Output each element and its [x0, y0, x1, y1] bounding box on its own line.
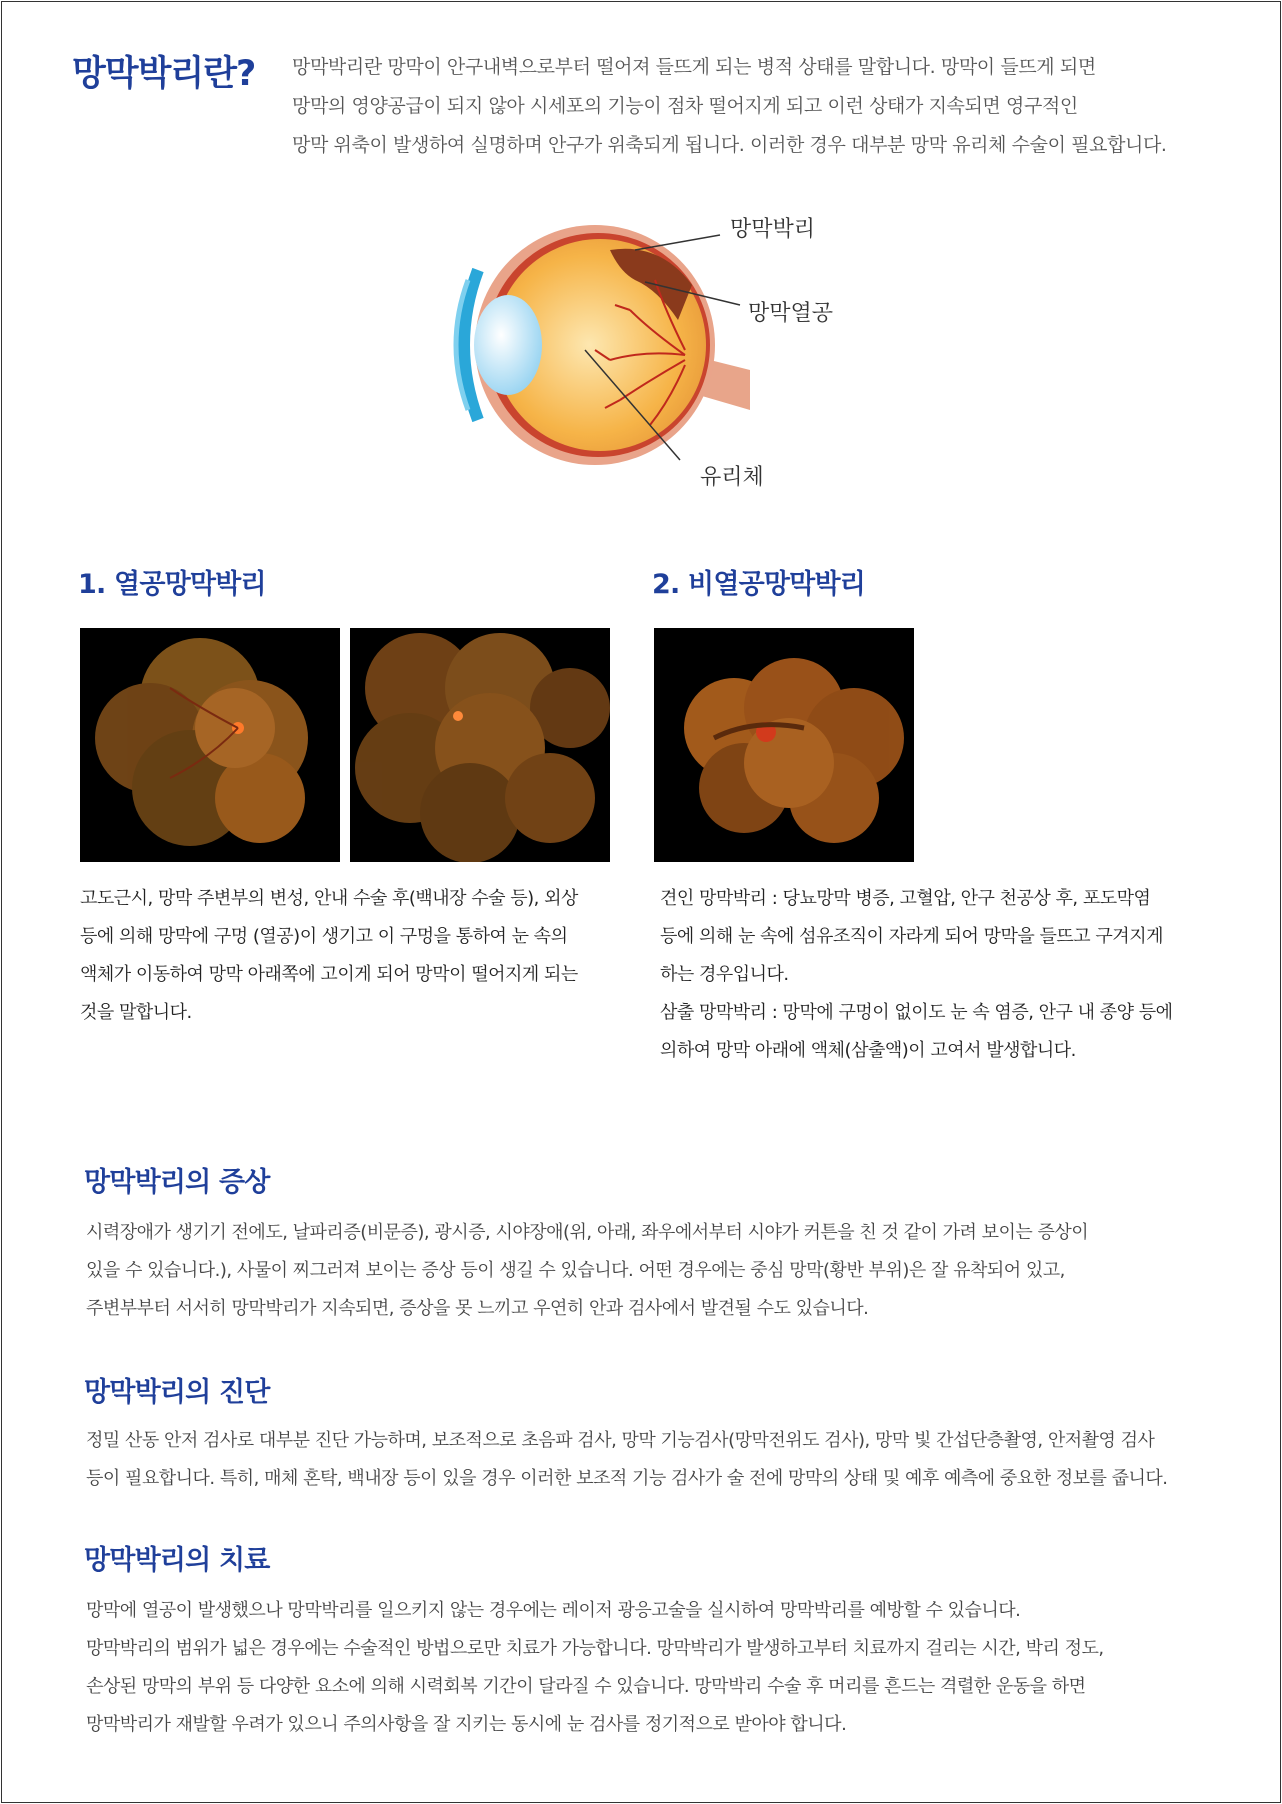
treatment-text — [86, 1592, 1266, 1744]
text-line: 등이 필요합니다. 특히, 매체 혼탁, 백내장 등이 있을 경우 이러한 보조적 기능 검사가 술 전에 망막의 상태 및 예후 예측에 중요한 정보를 줍니다. — [86, 1468, 1168, 1489]
label-vitreous: 유리체 — [700, 465, 764, 490]
text-line: 있을 수 있습니다.), 사물이 찌그러져 보이는 증상 등이 생길 수 있습니다. 어떤 경우에는 중심 망막(황반 부위)은 잘 유착되어 있고, — [86, 1260, 1065, 1281]
eye-anatomy-diagram — [430, 210, 860, 510]
desc-line: 하는 경우입니다. — [660, 964, 789, 985]
desc-line: 등에 의해 망막에 구멍 (열공)이 생기고 이 구멍을 통하여 눈 속의 — [80, 926, 568, 947]
text-line: 망막박리가 재발할 우려가 있으니 주의사항을 잘 지키는 동시에 눈 검사를 정기적으로 받아야 합니다. — [86, 1714, 847, 1735]
intro-title: 망막박리란? — [72, 54, 256, 94]
desc-line: 삼출 망막박리 : 망막에 구멍이 없이도 눈 속 염증, 안구 내 종양 등에 — [660, 1002, 1173, 1023]
eye-illustration — [430, 210, 860, 510]
intro-line: 망막의 영양공급이 되지 않아 시세포의 기능이 점차 떨어지게 되고 이런 상태가 지속되면 영구적인 — [292, 95, 1078, 117]
desc-line: 의하여 망막 아래에 액체(삼출액)이 고여서 발생합니다. — [660, 1040, 1076, 1061]
rhegmatogenous-desc — [80, 880, 578, 1032]
text-line: 손상된 망막의 부위 등 다양한 요소에 의해 시력회복 기간이 달라질 수 있습니다. 망막박리 수술 후 머리를 흔드는 격렬한 운동을 하면 — [86, 1676, 1086, 1697]
desc-line: 고도근시, 망막 주변부의 변성, 안내 수술 후(백내장 수술 등), 외상 — [80, 888, 578, 909]
non-rhegmatogenous-title: 2. 비열공망막박리 — [652, 569, 866, 600]
label-tear: 망막열공 — [748, 301, 834, 326]
fundus-photo-1 — [80, 628, 340, 862]
text-line: 주변부부터 서서히 망막박리가 지속되면, 증상을 못 느끼고 우연히 안과 검사에서 발견될 수도 있습니다. — [86, 1298, 869, 1319]
fundus-photo-2 — [350, 628, 610, 862]
rhegmatogenous-title: 1. 열공망막박리 — [78, 569, 266, 600]
desc-line: 액체가 이동하여 망막 아래쪽에 고이게 되어 망막이 떨어지게 되는 — [80, 964, 578, 985]
non-rhegmatogenous-desc — [660, 880, 1173, 1070]
desc-line: 등에 의해 눈 속에 섬유조직이 자라게 되어 망막을 들뜨고 구겨지게 — [660, 926, 1163, 947]
intro-line: 망막박리란 망막이 안구내벽으로부터 떨어져 들뜨게 되는 병적 상태를 말합니다. 망막이 들뜨게 되면 — [292, 56, 1096, 78]
fundus-photo-3 — [654, 628, 914, 862]
symptoms-text — [86, 1214, 1266, 1328]
intro-paragraph — [292, 48, 1272, 165]
diagnosis-text — [86, 1422, 1266, 1498]
text-line: 정밀 산동 안저 검사로 대부분 진단 가능하며, 보조적으로 초음파 검사, 망막 기능검사(망막전위도 검사), 망막 빛 간섭단층촬영, 안저촬영 검사 — [86, 1430, 1155, 1451]
treatment-title: 망막박리의 치료 — [84, 1545, 270, 1576]
label-detachment: 망막박리 — [730, 217, 816, 242]
symptoms-title: 망막박리의 증상 — [84, 1167, 270, 1198]
desc-line: 견인 망막박리 : 당뇨망막 병증, 고혈압, 안구 천공상 후, 포도막염 — [660, 888, 1151, 909]
text-line: 망막박리의 범위가 넓은 경우에는 수술적인 방법으로만 치료가 가능합니다. 망막박리가 발생하고부터 치료까지 걸리는 시간, 박리 정도, — [86, 1638, 1104, 1659]
lens — [474, 295, 542, 395]
desc-line: 것을 말합니다. — [80, 1002, 192, 1023]
text-line: 시력장애가 생기기 전에도, 날파리증(비문증), 광시증, 시야장애(위, 아래, 좌우에서부터 시야가 커튼을 친 것 같이 가려 보이는 증상이 — [86, 1222, 1089, 1243]
text-line: 망막에 열공이 발생했으나 망막박리를 일으키지 않는 경우에는 레이저 광응고술을 실시하여 망막박리를 예방할 수 있습니다. — [86, 1600, 1021, 1621]
diagnosis-title: 망막박리의 진단 — [84, 1377, 270, 1408]
intro-line: 망막 위축이 발생하여 실명하며 안구가 위축되게 됩니다. 이러한 경우 대부분 망막 유리체 수술이 필요합니다. — [292, 134, 1167, 156]
